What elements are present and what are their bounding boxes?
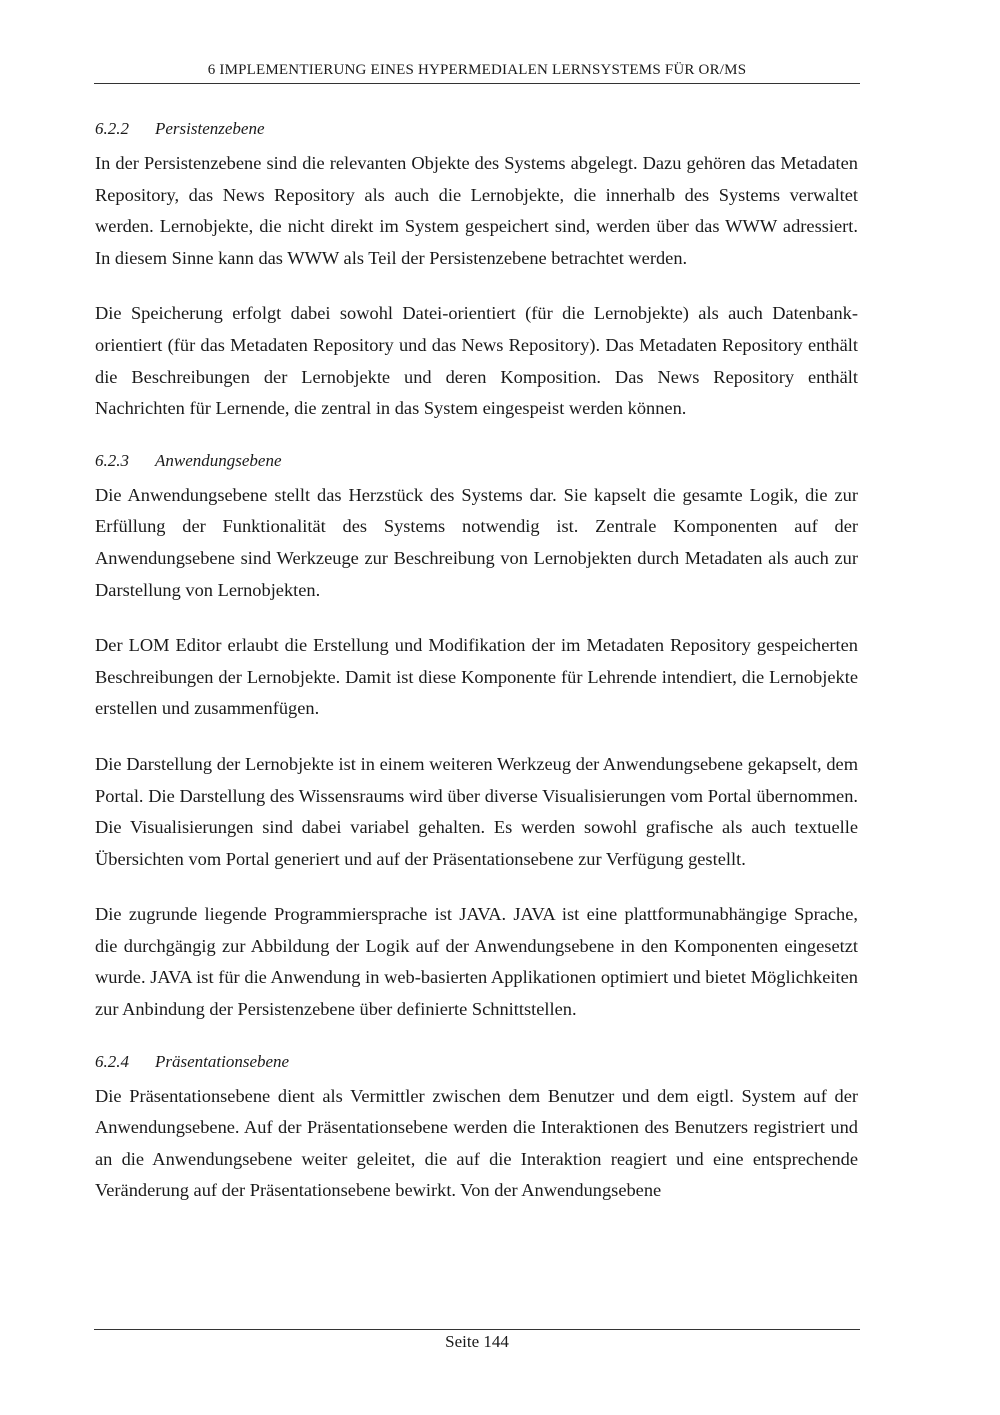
page-number: Seite 144 — [445, 1332, 509, 1351]
page-body — [95, 116, 858, 1207]
section-heading-praesentationsebene — [95, 1049, 858, 1075]
section-number: 6.2.2 — [95, 119, 129, 138]
paragraph: In der Persistenzebene sind die relevanten Objekte des Systems abgelegt. Dazu gehören das Metadaten Repository, das News Repository als auch die Lernobjekte, die innerhalb des Systems verwaltet werden. Lernobjekte, die nicht direkt im System gespeichert sind, werden über das WWW adressiert. In diesem Sinne kann das WWW als Teil der Persistenzebene betrachtet werden. — [95, 153, 858, 268]
section-heading-anwendungsebene — [95, 448, 858, 474]
section-title: Persistenzebene — [155, 119, 265, 138]
section-title: Anwendungsebene — [155, 450, 282, 470]
section-heading-persistenzebene — [95, 116, 858, 142]
paragraph: Die Anwendungsebene stellt das Herzstück des Systems dar. Sie kapselt die gesamte Logik, die zur Erfüllung der Funktionalität des Systems notwendig ist. Zentrale Komponenten auf der Anwendungsebene sind Werkzeuge zur Beschreibung von Lernobjekten durch Metadaten als auch zur Darstellung von Lernobjekten. — [95, 484, 858, 600]
paragraph: Der LOM Editor erlaubt die Erstellung und Modifikation der im Metadaten Repository gespeicherten Beschreibungen der Lernobjekte. Damit ist diese Komponente für Lehrende intendiert, die Lernobjekte erstellen und zusammenfügen. — [95, 635, 858, 719]
running-header: 6 IMPLEMENTIERUNG EINES HYPERMEDIALEN LERNSYSTEMS FÜR OR/MS — [207, 62, 747, 78]
header-rule — [94, 83, 860, 84]
footer-rule — [94, 1329, 860, 1330]
paragraph: Die Speicherung erfolgt dabei sowohl Datei-orientiert (für die Lernobjekte) als auch Datenbank-orientiert (für das Metadaten Repository und das News Repository). Das Metadaten Repository enthält die Beschreibungen der Lernobjekte und deren Komposition. Das News Repository enthält Nachrichten für Lernende, die zentral in das System eingespeist werden können. — [95, 303, 858, 419]
paragraph: Die Präsentationsebene dient als Vermittler zwischen dem Benutzer und dem eigtl. System auf der Anwendungsebene. Auf der Präsentationsebene werden die Interaktionen des Benutzers registriert und an die Anwendungsebene weiter geleitet, die auf die Interaktion reagiert und eine entsprechende Veränderung auf der Präsentationsebene bewirkt. Von der Anwendungsebene — [95, 1085, 858, 1201]
paragraph: Die Darstellung der Lernobjekte ist in einem weiteren Werkzeug der Anwendungsebene gekapselt, dem Portal. Die Darstellung des Wissensraums wird über diverse Visualisierungen vom Portal übernommen. Die Visualisierungen sind dabei variabel gehalten. Es werden sowohl grafische als auch textuelle Übersichten vom Portal generiert und auf der Präsentationsebene zur Verfügung gestellt. — [95, 753, 858, 869]
paragraph: Die zugrunde liegende Programmiersprache ist JAVA. JAVA ist eine plattformunabhängige Sprache, die durchgängig zur Abbildung der Logik auf der Anwendungsebene in den Komponenten eingesetzt wurde. JAVA ist für die Anwendung in web-basierten Applikationen optimiert und bietet Möglichkeiten zur Anbindung der Persistenzebene über definierte Schnittstellen. — [95, 904, 858, 1020]
section-number: 6.2.3 — [95, 450, 129, 470]
section-number: 6.2.4 — [95, 1051, 129, 1071]
section-title: Präsentationsebene — [155, 1051, 290, 1071]
